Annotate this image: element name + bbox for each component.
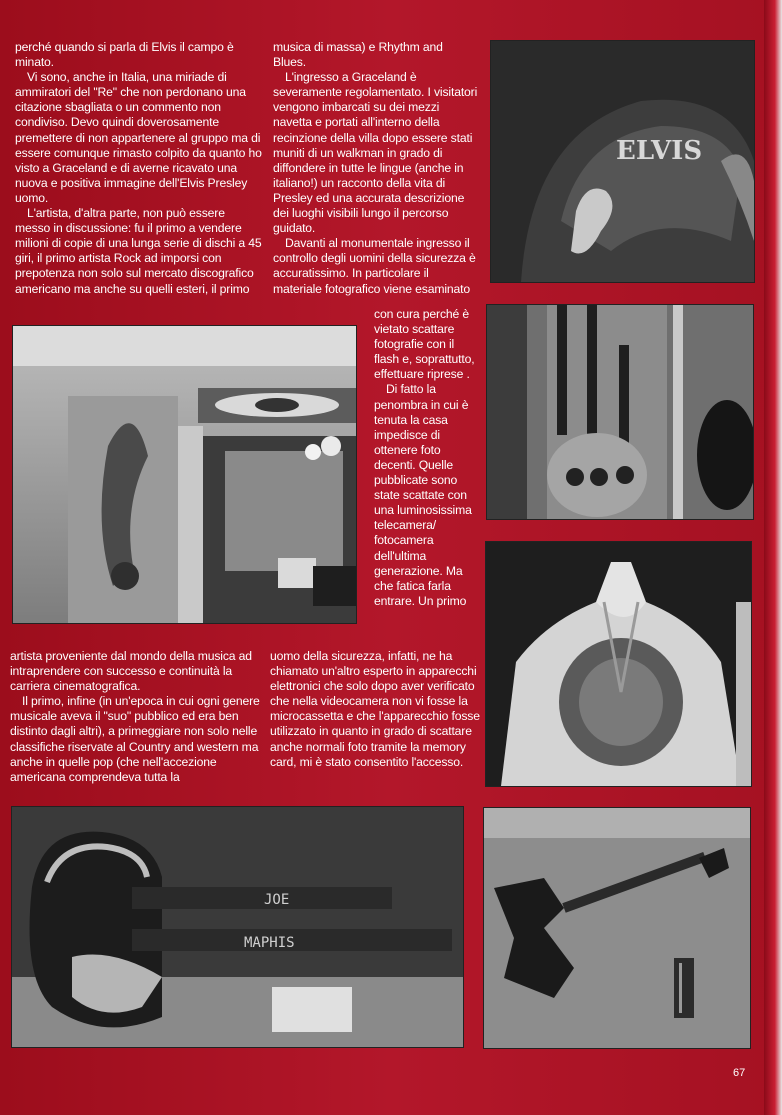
paragraph: uomo della sicurezza, infatti, ne ha chiamato un'altro esperto in apparecchi elettronici che solo dopo aver verificato che nella videocamera non vi fosse la microcassetta e che l'apparecchio fosse utilizzato in quanto in grado di scattare anche normali foto tramite la memory card, mi è stato consentito l'accesso. bbox=[270, 649, 480, 769]
photo-electric-guitar bbox=[483, 807, 751, 1049]
jacket-elvis-text: ELVIS bbox=[616, 136, 703, 166]
paragraph: Di fatto la penombra in cui è tenuta la casa impedisce di ottenere foto decenti. Quelle pubblicate sono state scattate con una luminosissima telecamera/ fotocamera dell'ultima generazione. Ma che fatica farla entrare. Un primo bbox=[374, 382, 472, 608]
guitar-neck-joe-text: JOE bbox=[264, 892, 290, 908]
paragraph: L'artista, d'altra parte, non può essere messo in discussione: fu il primo a vendere milioni di copie di una lunga serie di dischi a 45 giri, il primo artista Rock ad imporsi con prepotenza non solo sul mercato discografico americano ma anche su quelli esteri, il primo bbox=[15, 206, 262, 296]
photo-maphis-guitar bbox=[11, 806, 464, 1048]
paragraph: perché quando si parla di Elvis il campo è minato. bbox=[15, 40, 234, 70]
page-number: 67 bbox=[733, 1067, 746, 1079]
paragraph: Vi sono, anche in Italia, una miriade di ammiratori del "Re" che non perdonano una citazione sbagliata o un commento non condiviso. Devo quindi doverosamente premettere di non appartenere al gruppo ma di essere comunque rimasto colpito da quanto ho visto a Graceland e di averne ricavato una nuova e positiva immagine dell'Elvis Presley uomo. bbox=[15, 70, 262, 205]
paragraph: Davanti al monumentale ingresso il controllo degli uomini della sicurezza è accuratissimo. In particolare il materiale fotografico viene esaminato bbox=[273, 236, 476, 296]
text-column-mid-bottom bbox=[270, 649, 480, 770]
text-column-narrow bbox=[374, 307, 481, 609]
photo-elvis-jumpsuit bbox=[485, 541, 752, 787]
page-edge bbox=[764, 0, 782, 1115]
text-column-mid-top bbox=[273, 40, 478, 297]
paragraph: con cura perché è vietato scattare fotografie con il flash e, soprattutto, effettuare riprese . bbox=[374, 307, 475, 382]
paragraph: artista proveniente dal mondo della musica ad intraprendere con successo e continuità la carriera cinematografica. bbox=[10, 649, 252, 694]
photo-acoustic-guitars bbox=[486, 304, 754, 520]
paragraph: musica di massa) e Rhythm and Blues. bbox=[273, 40, 443, 70]
photo-elvis-jacket bbox=[490, 40, 755, 283]
text-column-left-bottom bbox=[10, 649, 260, 785]
text-column-left-top bbox=[15, 40, 262, 297]
paragraph: L'ingresso a Graceland è severamente regolamentato. I visitatori vengono imbarcati su dei mezzi navetta e portati all'interno della recinzione della villa dopo essere stati muniti di un walkman in grado di diffondere in tutte le lingue (anche in italiano!) un racconto della vita di Presley ed una accurata descrizione dei luoghi visibili lungo il percorso guidato. bbox=[273, 70, 478, 236]
guitar-neck-maphis-text: MAPHIS bbox=[244, 935, 295, 951]
photo-graceland-interior bbox=[12, 325, 357, 624]
paragraph: Il primo, infine (in un'epoca in cui ogni genere musicale aveva il "suo" pubblico ed era ben distinto dagli altri), a primeggiare non solo nelle classifiche riservate al Country and western ma anche in quelle pop (che nell'accezione americana comprendeva tutta la bbox=[10, 694, 260, 784]
